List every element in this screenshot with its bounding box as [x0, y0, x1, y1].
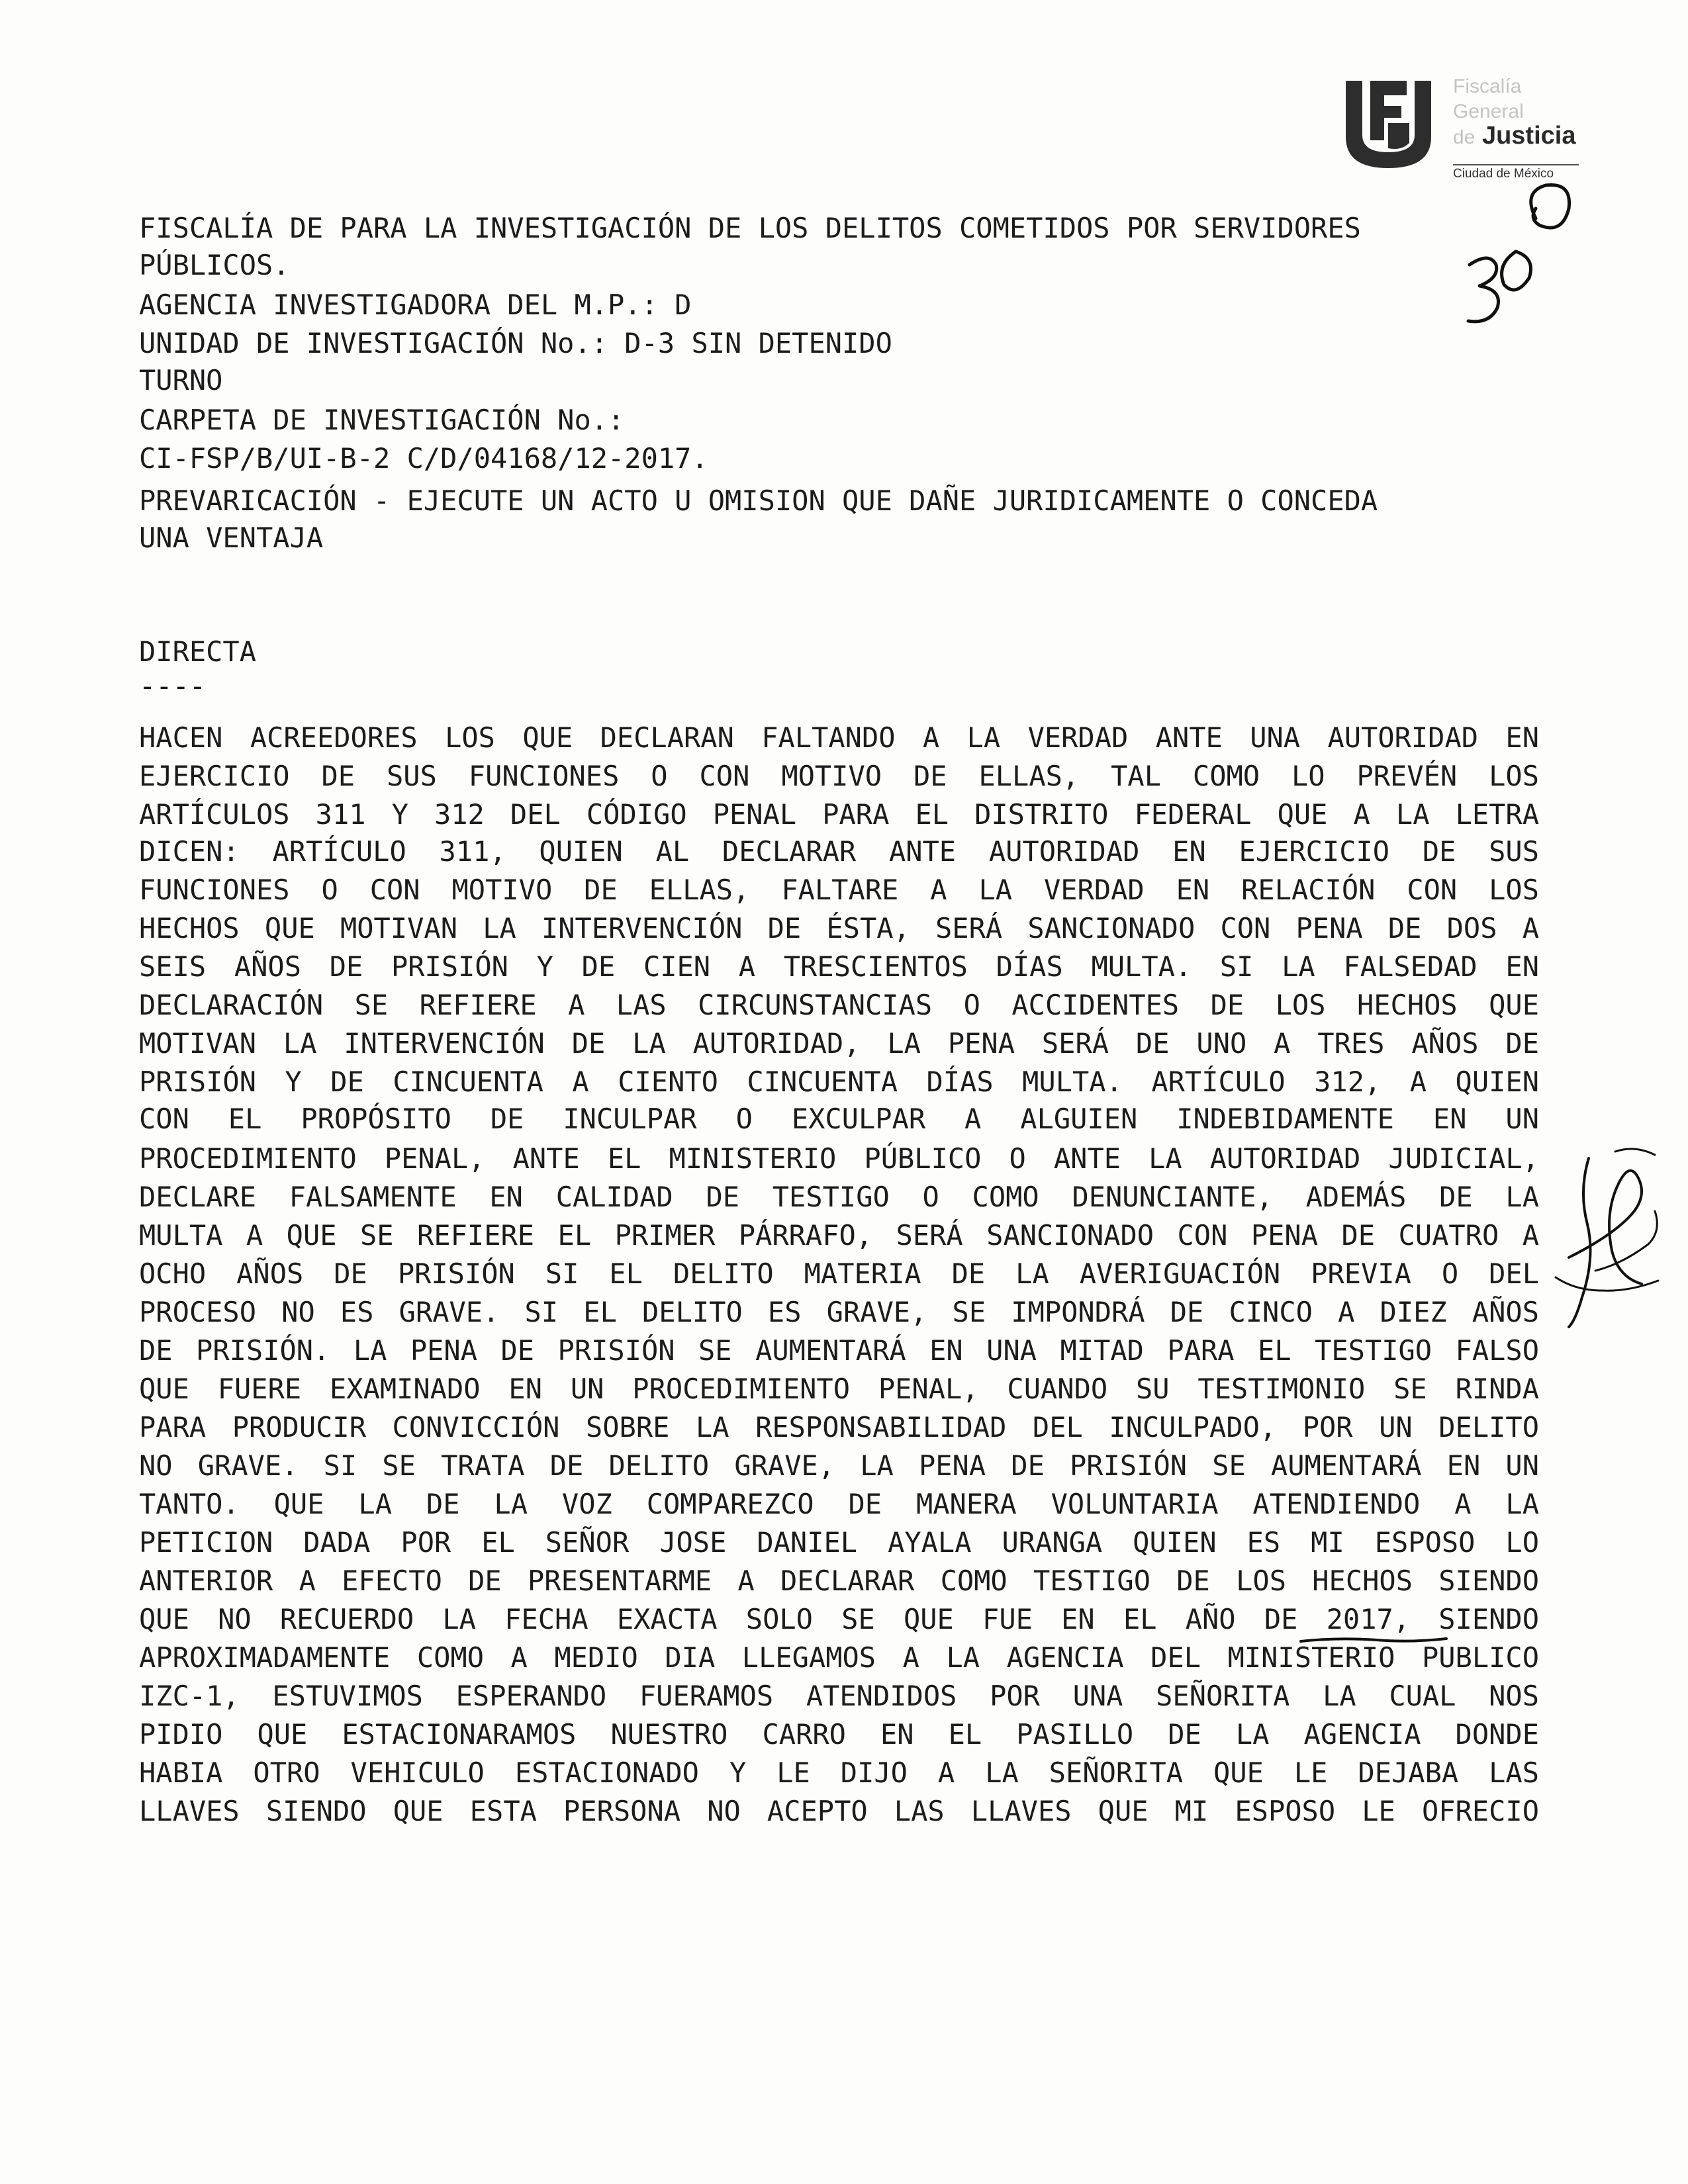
body-line: PROCEDIMIENTO PENAL, ANTE EL MINISTERIO PÚBLICO O ANTE LA AUTORIDAD JUDICIAL,	[139, 1142, 1539, 1175]
body-line: FUNCIONES O CON MOTIVO DE ELLAS, FALTARE A LA VERDAD EN RELACIÓN CON LOS	[139, 874, 1539, 906]
body-line: PRISIÓN Y DE CINCUENTA A CIENTO CINCUENTA DÍAS MULTA. ARTÍCULO 312, A QUIEN	[139, 1066, 1539, 1098]
margin-signature	[1549, 1138, 1668, 1337]
header-line: TURNO	[139, 364, 223, 396]
header-line: UNIDAD DE INVESTIGACIÓN No.: D-3 SIN DETENIDO	[139, 327, 892, 359]
body-line: OCHO AÑOS DE PRISIÓN SI EL DELITO MATERIA DE LA AVERIGUACIÓN PREVIA O DEL	[139, 1257, 1539, 1290]
body-line: IZC-1, ESTUVIMOS ESPERANDO FUERAMOS ATENDIDOS POR UNA SEÑORITA LA CUAL NOS	[139, 1680, 1539, 1712]
section-title: DIRECTA	[139, 635, 257, 668]
body-line: QUE NO RECUERDO LA FECHA EXACTA SOLO SE QUE FUE EN EL AÑO DE 2017, SIENDO	[139, 1603, 1539, 1635]
header-line: PÚBLICOS.	[139, 249, 290, 281]
body-line: DE PRISIÓN. LA PENA DE PRISIÓN SE AUMENTARÁ EN UNA MITAD PARA EL TESTIGO FALSO	[139, 1334, 1539, 1367]
body-line: PETICION DADA POR EL SEÑOR JOSE DANIEL AYALA URANGA QUIEN ES MI ESPOSO LO	[139, 1526, 1539, 1559]
logo-line-ciudad: Ciudad de México	[1453, 164, 1579, 181]
logo-line-general: General	[1453, 101, 1524, 122]
body-line: HECHOS QUE MOTIVAN LA INTERVENCIÓN DE ÉSTA, SERÁ SANCIONADO CON PENA DE DOS A	[139, 912, 1539, 944]
handwritten-underline	[1297, 1629, 1450, 1649]
header-line: FISCALÍA DE PARA LA INVESTIGACIÓN DE LOS DELITOS COMETIDOS POR SERVIDORES	[139, 212, 1361, 244]
header-line: CARPETA DE INVESTIGACIÓN No.:	[139, 404, 625, 436]
body-line: MOTIVAN LA INTERVENCIÓN DE LA AUTORIDAD, LA PENA SERÁ DE UNO A TRES AÑOS DE	[139, 1027, 1539, 1060]
body-line: ARTÍCULOS 311 Y 312 DEL CÓDIGO PENAL PARA EL DISTRITO FEDERAL QUE A LA LETRA	[139, 798, 1539, 831]
body-line: HACEN ACREEDORES LOS QUE DECLARAN FALTANDO A LA VERDAD ANTE UNA AUTORIDAD EN	[139, 721, 1539, 754]
header-line: CI-FSP/B/UI-B-2 C/D/04168/12-2017.	[139, 442, 708, 475]
body-line: QUE FUERE EXAMINADO EN UN PROCEDIMIENTO PENAL, CUANDO SU TESTIMONIO SE RINDA	[139, 1373, 1539, 1405]
body-line: TANTO. QUE LA DE LA VOZ COMPAREZCO DE MANERA VOLUNTARIA ATENDIENDO A LA	[139, 1488, 1539, 1520]
logo-line-justicia	[1453, 122, 1575, 150]
body-line: APROXIMADAMENTE COMO A MEDIO DIA LLEGAMOS A LA AGENCIA DEL MINISTERIO PUBLICO	[139, 1641, 1539, 1674]
body-line: PIDIO QUE ESTACIONARAMOS NUESTRO CARRO EN EL PASILLO DE LA AGENCIA DONDE	[139, 1718, 1539, 1751]
header-line: UNA VENTAJA	[139, 522, 324, 554]
body-line: DICEN: ARTÍCULO 311, QUIEN AL DECLARAR ANTE AUTORIDAD EN EJERCICIO DE SUS	[139, 835, 1539, 868]
fiscalia-logo	[1340, 66, 1605, 185]
body-line: ANTERIOR A EFECTO DE PRESENTARME A DECLARAR COMO TESTIGO DE LOS HECHOS SIENDO	[139, 1565, 1539, 1597]
body-line: HABIA OTRO VEHICULO ESTACIONADO Y LE DIJO A LA SEÑORITA QUE LE DEJABA LAS	[139, 1756, 1539, 1789]
body-line: CON EL PROPÓSITO DE INCULPAR O EXCULPAR A ALGUIEN INDEBIDAMENTE EN UN	[139, 1103, 1539, 1135]
logo-line-fiscalia: Fiscalía	[1453, 75, 1522, 97]
fgj-emblem-icon	[1340, 74, 1436, 173]
body-line: PARA PRODUCIR CONVICCIÓN SOBRE LA RESPONSABILIDAD DEL INCULPADO, POR UN DELITO	[139, 1411, 1539, 1443]
body-line: LLAVES SIENDO QUE ESTA PERSONA NO ACEPTO LAS LLAVES QUE MI ESPOSO LE OFRECIO	[139, 1795, 1539, 1827]
section-rule: ----	[139, 670, 207, 702]
body-line: PROCESO NO ES GRAVE. SI EL DELITO ES GRAVE, SE IMPONDRÁ DE CINCO A DIEZ AÑOS	[139, 1296, 1539, 1328]
body-line: DECLARE FALSAMENTE EN CALIDAD DE TESTIGO O COMO DENUNCIANTE, ADEMÁS DE LA	[139, 1181, 1539, 1213]
body-line: NO GRAVE. SI SE TRATA DE DELITO GRAVE, LA PENA DE PRISIÓN SE AUMENTARÁ EN UN	[139, 1449, 1539, 1482]
body-line: MULTA A QUE SE REFIERE EL PRIMER PÁRRAFO, SERÁ SANCIONADO CON PENA DE CUATRO A	[139, 1219, 1539, 1251]
body-line: DECLARACIÓN SE REFIERE A LAS CIRCUNSTANCIAS O ACCIDENTES DE LOS HECHOS QUE	[139, 989, 1539, 1021]
body-line: SEIS AÑOS DE PRISIÓN Y DE CIEN A TRESCIENTOS DÍAS MULTA. SI LA FALSEDAD EN	[139, 950, 1539, 983]
logo-word-justicia: Justicia	[1481, 122, 1576, 150]
header-line: AGENCIA INVESTIGADORA DEL M.P.: D	[139, 289, 692, 321]
body-line: EJERCICIO DE SUS FUNCIONES O CON MOTIVO DE ELLAS, TAL COMO LO PREVÉN LOS	[139, 760, 1539, 792]
logo-line-de: de	[1453, 126, 1476, 148]
header-line: PREVARICACIÓN - EJECUTE UN ACTO U OMISION QUE DAÑE JURIDICAMENTE O CONCEDA	[139, 484, 1378, 517]
